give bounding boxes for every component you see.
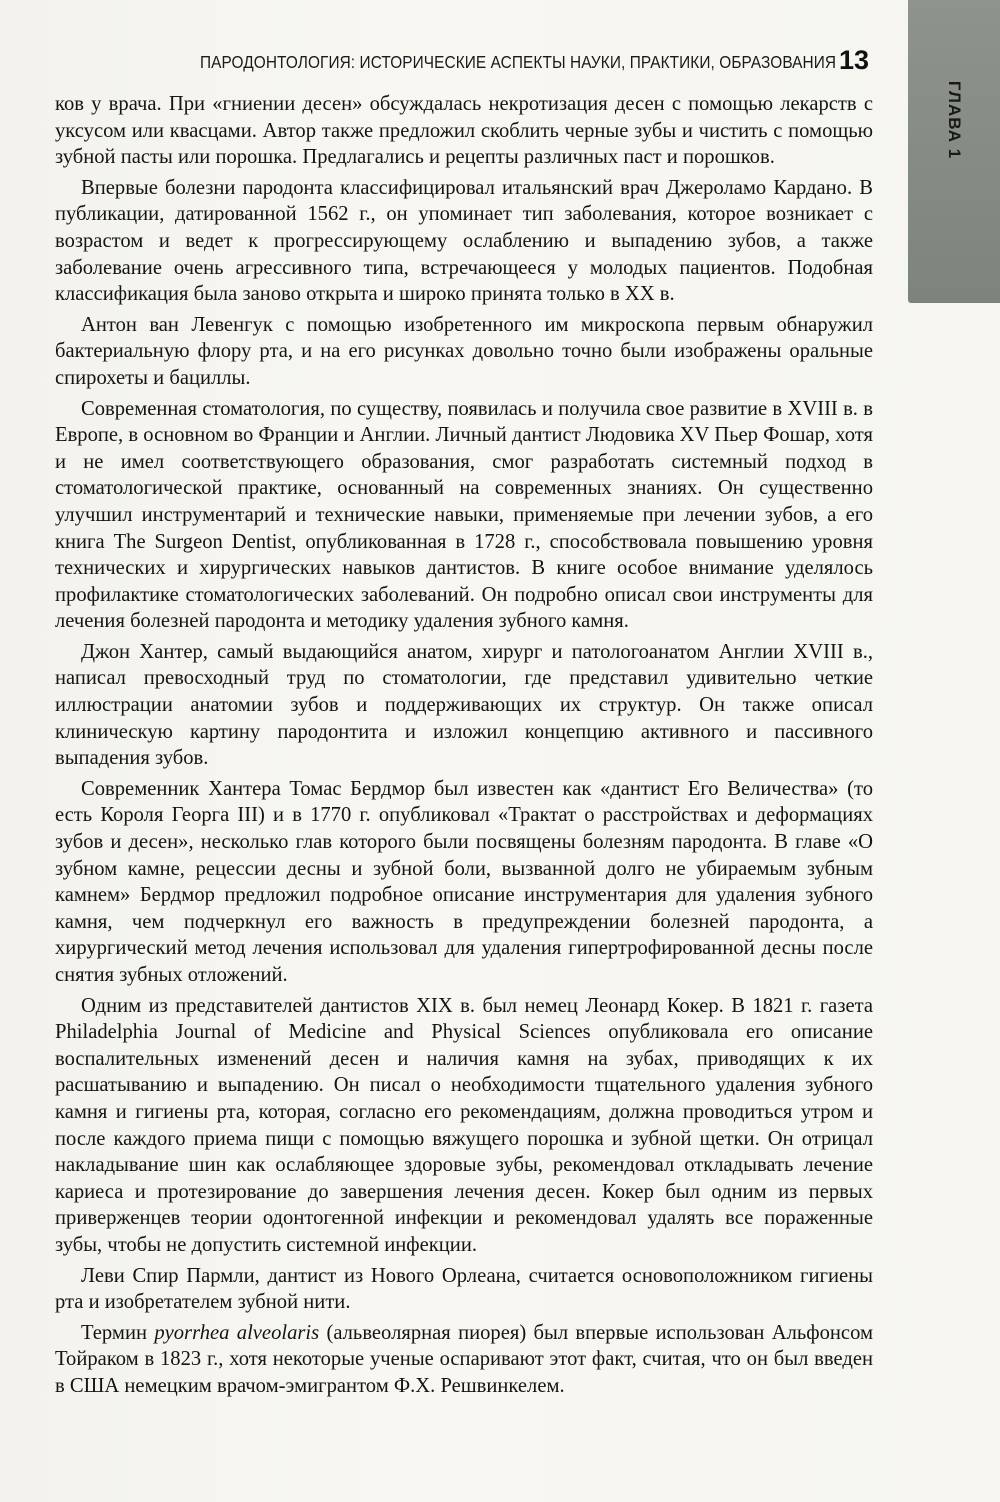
paragraph-cardano: Впервые болезни пародонта классифицировал итальянский врач Джероламо Кардано. В публикации, датированной 1562 г., он упоминает тип заболевания, которое возникает с возрастом и ведет к прогрессирующему ослаблению и выпадению зубов, а также заболевание очень агрессивного типа, встречающееся у молодых пациентов. Подобная классификация была заново открыта и широко принята только в XX в. xyxy=(55,176,873,306)
running-header-title: ПАРОДОНТОЛОГИЯ: ИСТОРИЧЕСКИЕ АСПЕКТЫ НАУКИ, ПРАКТИКИ, ОБРАЗОВАНИЯ xyxy=(200,52,837,72)
paragraph-pyorrhea xyxy=(55,1320,873,1400)
pyorrhea-term: pyorrhea alveolaris xyxy=(154,1321,320,1344)
paragraph-fauchard: Современная стоматология, по существу, появилась и получила свое развитие в XVIII в. в Европе, в основном во Франции и Англии. Личный дантист Людовика XV Пьер Фошар, хотя и не имел соответствующего образования, смог разработать системный подход в стоматологической практике, основанный на современных знаниях. Он существенно улучшил инструментарий и технические навыки, применяемые при лечении зубов, а его книга The Surgeon Dentist, опубликованная в 1728 г., способствовала повышению уровня технических и хирургических навыков дантистов. В книге особое внимание уделялось профилактике стоматологических заболеваний. Он подробно описал свои инструменты для лечения болезней пародонта и методику удаления зубного камня. xyxy=(55,397,873,633)
paragraph-koecker: Одним из представителей дантистов XIX в. был немец Леонард Кокер. В 1821 г. газета Philadelphia Journal of Medicine and Physical Sciences опубликовала его описание воспалительных изменений десен и наличия камня на зубах, приводящих к их расшатыванию и выпадению. Он писал о необходимости тщательного удаления зубного камня и гигиены рта, которая, согласно его рекомендациям, должна проводиться утром и после каждого приема пищи с помощью вяжущего порошка и зубной щетки. Он отрицал накладывание шин как ослабляющее здоровые зубы, рекомендовал откладывать лечение кариеса и протезирование до завершения лечения десен. Кокер был одним из первых приверженцев теории одонтогенной инфекции и рекомендовал удалять все пораженные зубы, чтобы не допустить системной инфекции. xyxy=(55,994,873,1256)
pyorrhea-lead: Термин xyxy=(81,1321,147,1344)
body-text xyxy=(55,91,873,1404)
paragraph-hunter: Джон Хантер, самый выдающийся анатом, хирург и патологоанатом Англии XVIII в., написал превосходный труд по стоматологии, где представил удивительно четкие иллюстрации анатомии зубов и поддерживающих их структур. Он также описал клиническую картину пародонтита и изложил концепцию активного и пассивного выпадения зубов. xyxy=(55,640,873,770)
page-number: 13 xyxy=(839,45,870,75)
paragraph-leeuwenhoek: Антон ван Левенгук с помощью изобретенного им микроскопа первым обнаружил бактериальную флору рта, и на его рисунках довольно точно были изображены оральные спирохеты и бациллы. xyxy=(55,313,873,389)
chapter-tab-label: ГЛАВА 1 xyxy=(945,80,964,160)
paragraph-berdmore: Современник Хантера Томас Бердмор был известен как «дантист Его Величества» (то есть Короля Георга III) и в 1770 г. опубликовал «Трактат о расстройствах и деформациях зубов и десен», несколько глав которого были посвящены болезням пародонта. В главе «О зубном камне, рецессии десны и зубной боли, вызванной долго не убираемым зубным камнем» Бердмор предложил подробное описание инструментария для удаления зубного камня, чем подчеркнул его важность в предупреждении болезней пародонта, а хирургический метод лечения использовал для удаления гипертрофированной десны после снятия зубных отложений. xyxy=(55,777,873,986)
paragraph-continued: ков у врача. При «гниении десен» обсуждалась некротизация десен с помощью лекарств с уксусом или квасцами. Автор также предложил скоблить черные зубы и чистить с помощью зубной пасты или порошка. Предлагались и рецепты различных паст и порошков. xyxy=(55,93,873,169)
pyorrhea-rest: (альвеолярная пиорея) был впервые использован Альфонсом Тойраком в 1823 г., хотя некоторые ученые оспаривают этот факт, считая, что он был введен в США немецким врачом-эмигрантом Ф.Х. Решвинкелем. xyxy=(55,1321,874,1397)
chapter-tab xyxy=(908,0,1000,303)
paragraph-parmly: Леви Спир Пармли, дантист из Нового Орлеана, считается основоположником гигиены рта и изобретателем зубной нити. xyxy=(55,1264,873,1314)
